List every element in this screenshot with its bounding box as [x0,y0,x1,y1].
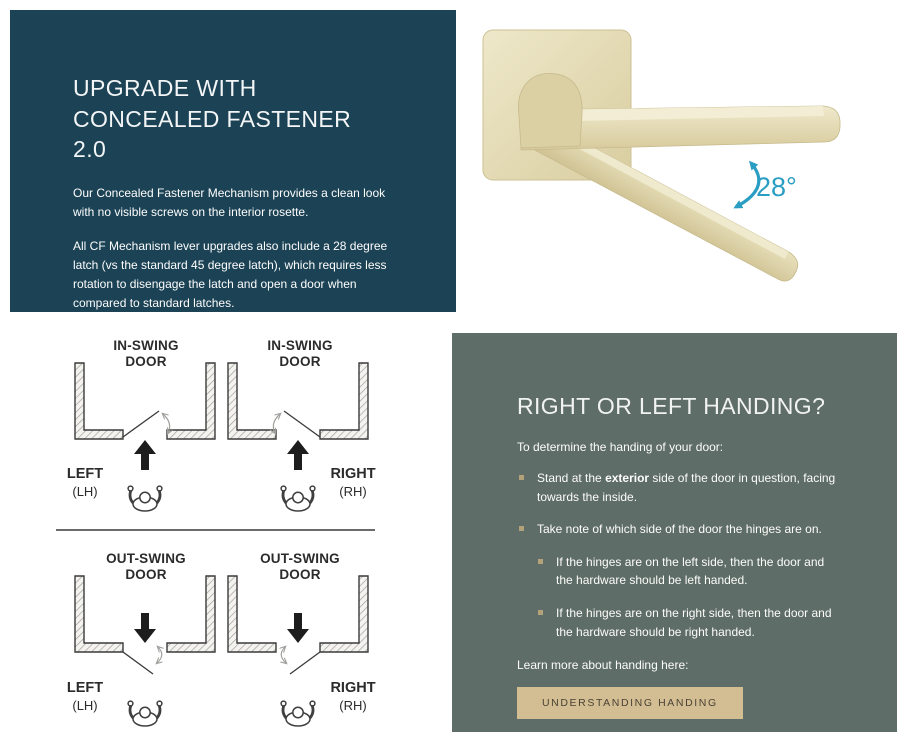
person-icon [281,701,315,726]
door-handing-diagram [0,330,455,747]
lever-neck [518,73,582,148]
quadrant-title-out-swing-left: OUT-SWING DOOR [106,551,186,583]
concealed-fastener-panel [10,10,456,312]
hand-label-out-swing-right: RIGHT (RH) [330,680,376,713]
square-bullet-icon [538,610,543,615]
exterior-emphasis: exterior [605,471,650,485]
hand-label-in-swing-right: RIGHT (RH) [330,466,376,499]
in-swing-right-direction-arrow-icon [287,440,309,470]
person-icon [128,486,162,511]
handing-info-panel [452,333,897,732]
quadrant-title-in-swing-left: IN-SWING DOOR [113,338,179,370]
cf-panel-title: UPGRADE WITH CONCEALED FASTENER 2.0 [73,75,352,163]
handing-intro: To determine the handing of your door: [517,440,724,454]
in-swing-left-direction-arrow-icon [134,440,156,470]
sub-bullet-left-hinges: If the hinges are on the left side, then the door and the hardware should be left handed. [536,553,839,590]
sub-bullet-right-hinges: If the hinges are on the right side, then the door and the hardware should be right handed. [536,604,839,641]
cf-panel-paragraph-2: All CF Mechanism lever upgrades also include a 28 degree latch (vs the standard 45 degree latch), which requires less rotation to disengage the latch and open a door when compared to standard latches. [73,238,388,310]
out-swing-left-direction-arrow-icon [134,613,156,643]
hand-label-in-swing-left: LEFT (LH) [66,466,104,499]
cf-panel-paragraph-1: Our Concealed Fastener Mechanism provides a clean look with no visible screws on the interior rosette. [73,185,386,219]
learn-more-text: Learn more about handing here: [517,658,689,673]
quadrant-title-out-swing-right: OUT-SWING DOOR [260,551,340,583]
square-bullet-icon [519,475,524,480]
bullet-hinge-side: Take note of which side of the door the hinges are on. [517,520,839,539]
quadrant-title-in-swing-right: IN-SWING DOOR [267,338,333,370]
square-bullet-icon [538,559,543,564]
out-swing-right-direction-arrow-icon [287,613,309,643]
hand-label-out-swing-left: LEFT (LH) [66,680,104,713]
bullet-stand-exterior: Stand at the exterior side of the door in question, facing towards the inside. [517,469,839,506]
handing-panel-title: RIGHT OR LEFT HANDING? [517,393,826,419]
lever-illustration [455,0,905,318]
person-icon [281,486,315,511]
square-bullet-icon [519,526,524,531]
lever-angle-figure [455,0,905,318]
understanding-handing-button[interactable]: UNDERSTANDING HANDING [517,687,743,719]
person-icon [128,701,162,726]
angle-value-label: 28° [756,172,797,202]
